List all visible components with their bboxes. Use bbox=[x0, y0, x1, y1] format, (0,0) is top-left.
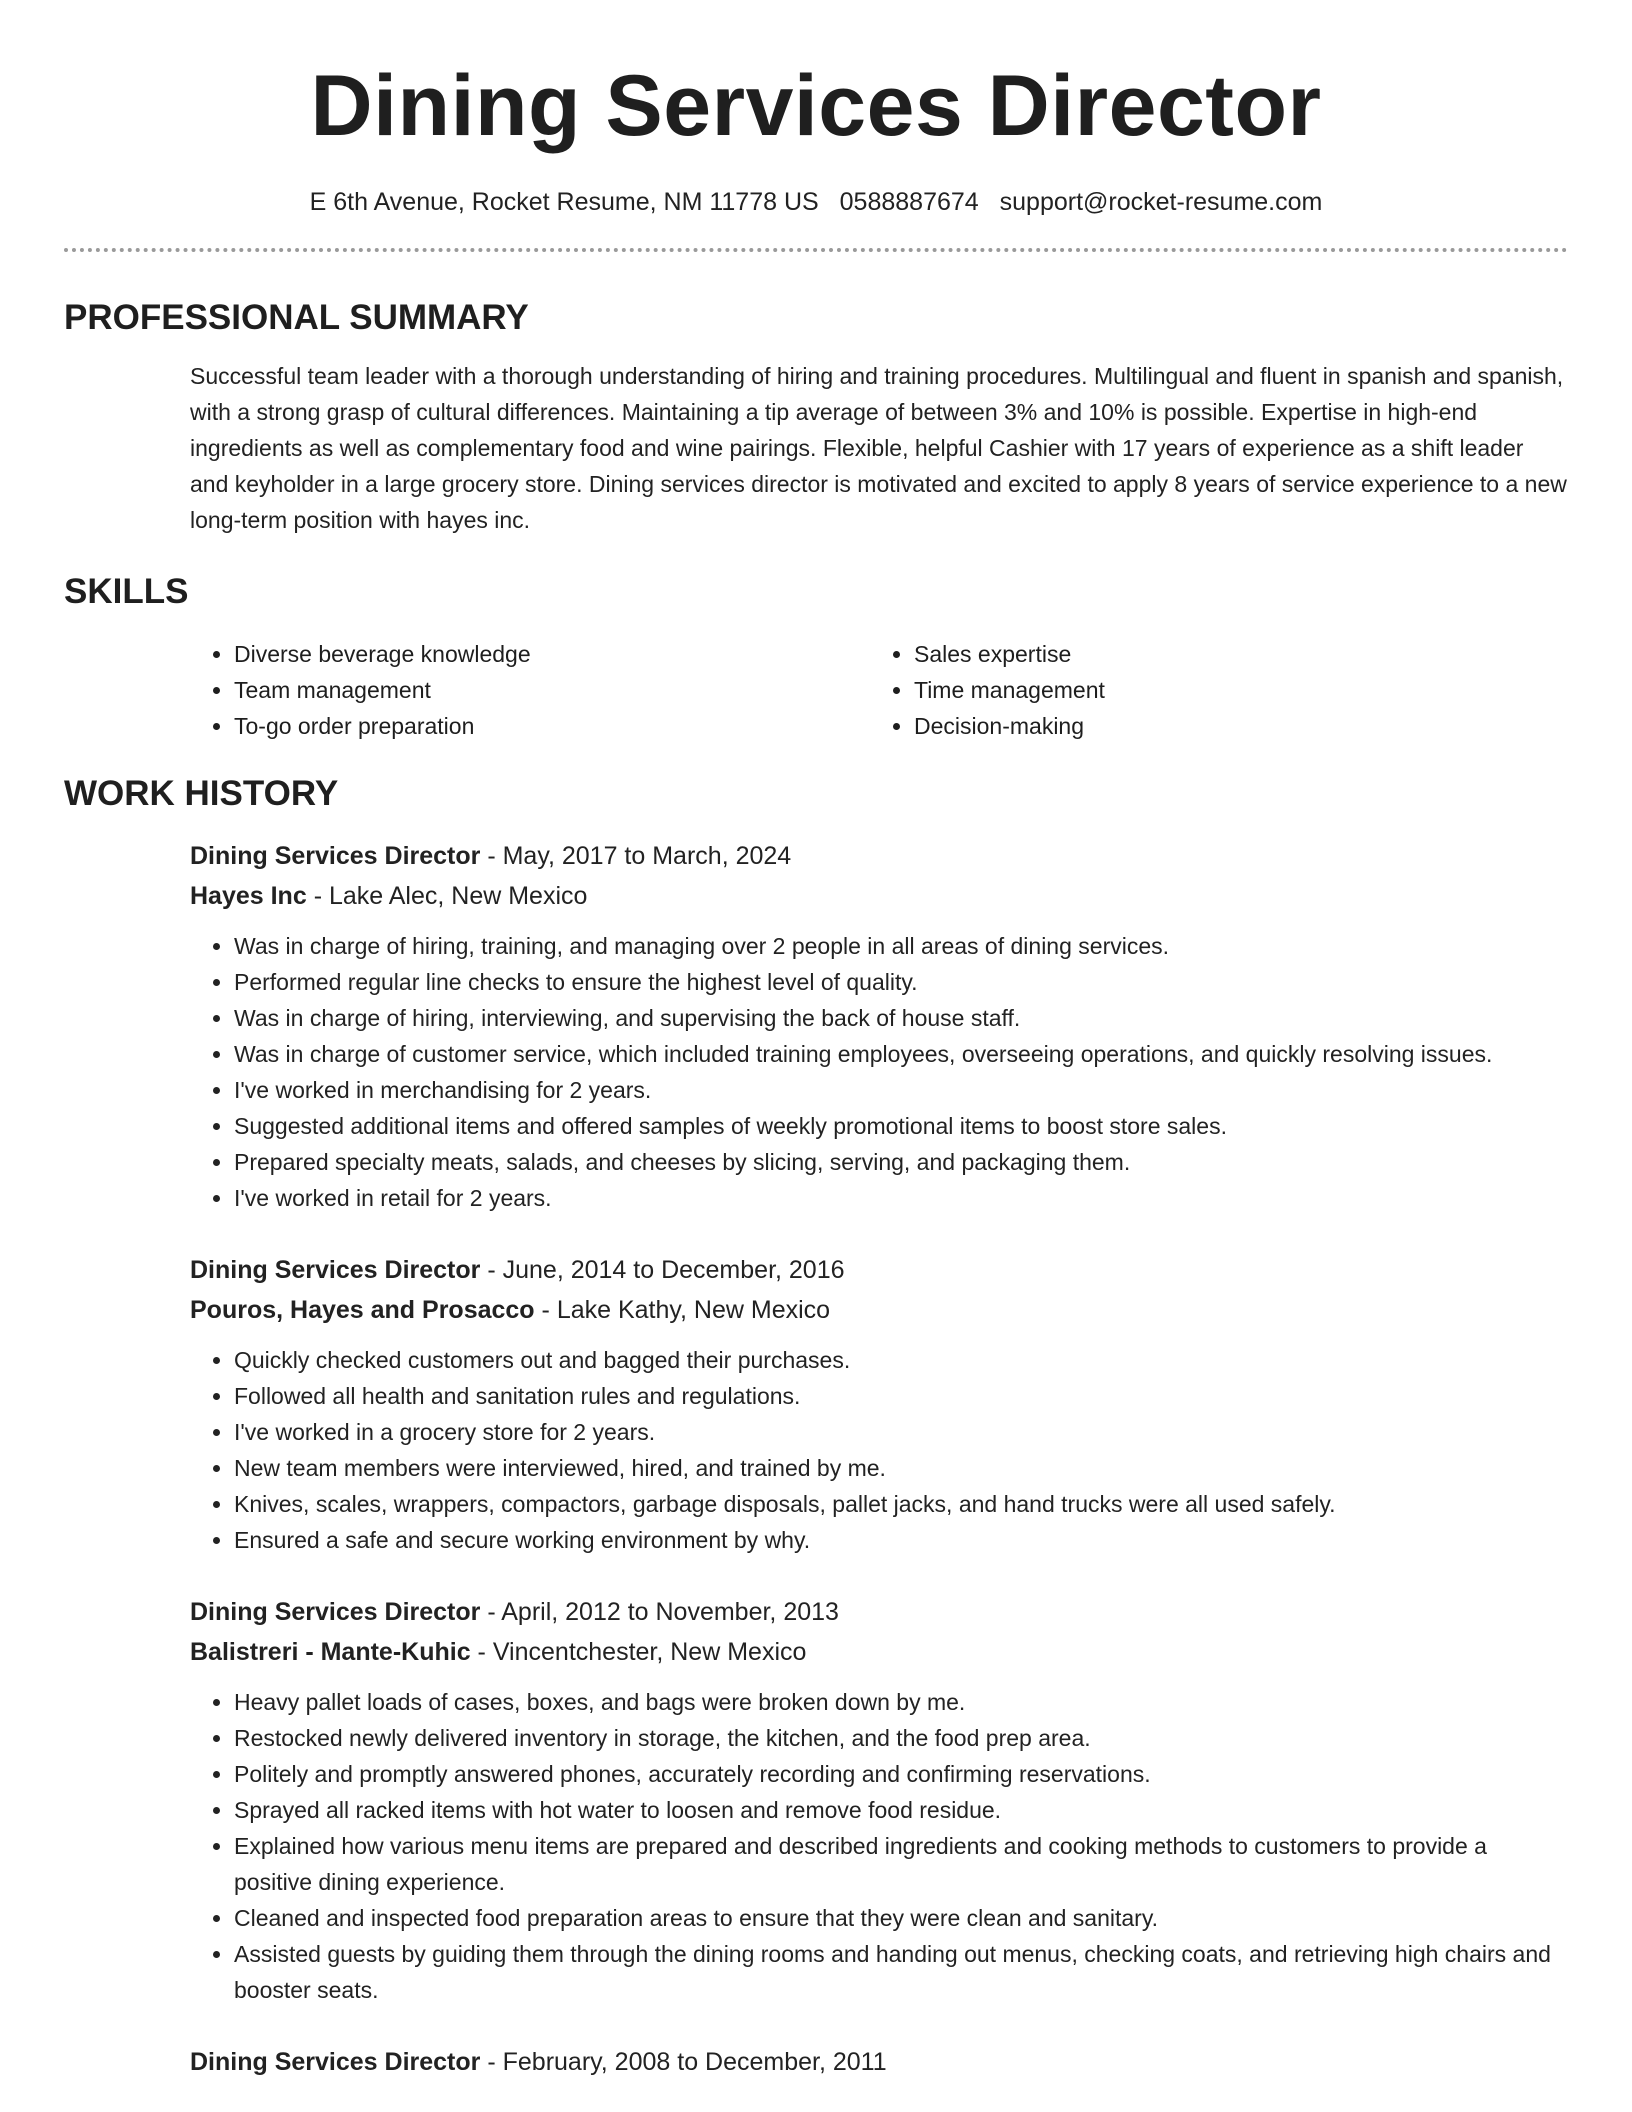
summary-heading: PROFESSIONAL SUMMARY bbox=[64, 298, 529, 337]
candidate-name: Dining Services Director bbox=[310, 58, 1322, 154]
job-bullet: • Followed all health and sanitation rules and regulations. bbox=[234, 1378, 1568, 1414]
job-role: Dining Services Director bbox=[190, 1256, 481, 1284]
job-bullet: • Knives, scales, wrappers, compactors, garbage disposals, pallet jacks, and hand trucks were all used safely. bbox=[234, 1486, 1568, 1522]
job-bullets bbox=[190, 1342, 1568, 1558]
skill-item: • To-go order preparation bbox=[234, 708, 870, 744]
job-role: Dining Services Director bbox=[190, 2048, 481, 2076]
job-bullet: • Was in charge of hiring, training, and managing over 2 people in all areas of dining services. bbox=[234, 928, 1568, 964]
job-role: Dining Services Director bbox=[190, 842, 481, 870]
job-bullet: • Suggested additional items and offered samples of weekly promotional items to boost store sales. bbox=[234, 1108, 1568, 1144]
work-history-section bbox=[64, 772, 1568, 2082]
job-bullet: • Heavy pallet loads of cases, boxes, and bags were broken down by me. bbox=[234, 1684, 1568, 1720]
skill-item: • Team management bbox=[234, 672, 870, 708]
job-bullet: • Performed regular line checks to ensure the highest level of quality. bbox=[234, 964, 1568, 1000]
job-entry bbox=[190, 836, 1568, 1216]
job-dates: April, 2012 to November, 2013 bbox=[501, 1598, 839, 1626]
skills-list-left bbox=[190, 636, 870, 744]
job-bullet: • Was in charge of customer service, which included training employees, overseeing operations, and quickly resolving issues. bbox=[234, 1036, 1568, 1072]
contact-email: support@rocket-resume.com bbox=[999, 188, 1323, 216]
job-bullet: • Ensured a safe and secure working environment by why. bbox=[234, 1522, 1568, 1558]
contact-phone: 0588887674 bbox=[839, 188, 979, 216]
job-bullet: • Politely and promptly answered phones, accurately recording and confirming reservations. bbox=[234, 1756, 1568, 1792]
job-dates: June, 2014 to December, 2016 bbox=[502, 1256, 845, 1284]
skill-item: • Decision-making bbox=[914, 708, 1105, 744]
job-bullets bbox=[190, 1684, 1568, 2008]
job-company-line: Pouros, Hayes and Prosacco - Lake Kathy, New Mexico bbox=[190, 1296, 831, 1324]
job-entry bbox=[190, 1250, 1568, 1558]
job-dates: May, 2017 to March, 2024 bbox=[502, 842, 792, 870]
job-location: Lake Alec, New Mexico bbox=[328, 882, 588, 910]
job-company: Pouros, Hayes and Prosacco bbox=[190, 1296, 535, 1324]
summary-section bbox=[64, 296, 1568, 538]
job-title-line: Dining Services Director - June, 2014 to December, 2016 bbox=[190, 1256, 845, 1284]
skill-item: • Time management bbox=[914, 672, 1105, 708]
job-entry bbox=[190, 1592, 1568, 2008]
job-company-line: Hayes Inc - Lake Alec, New Mexico bbox=[190, 882, 588, 910]
work-history-heading: WORK HISTORY bbox=[64, 774, 339, 813]
job-bullet: • New team members were interviewed, hired, and trained by me. bbox=[234, 1450, 1568, 1486]
job-title-line: Dining Services Director - April, 2012 to November, 2013 bbox=[190, 1598, 839, 1626]
job-dates: February, 2008 to December, 2011 bbox=[502, 2048, 887, 2076]
skills-list-right bbox=[870, 636, 1105, 744]
job-company: Balistreri - Mante-Kuhic bbox=[190, 1638, 471, 1666]
job-bullet: • I've worked in a grocery store for 2 years. bbox=[234, 1414, 1568, 1450]
job-title-line: Dining Services Director - February, 2008 to December, 2011 bbox=[190, 2048, 887, 2076]
job-bullet: • Restocked newly delivered inventory in storage, the kitchen, and the food prep area. bbox=[234, 1720, 1568, 1756]
skills-heading: SKILLS bbox=[64, 572, 189, 611]
job-bullet: • Cleaned and inspected food preparation areas to ensure that they were clean and sanitary. bbox=[234, 1900, 1568, 1936]
job-bullets bbox=[190, 928, 1568, 1216]
skill-item: • Sales expertise bbox=[914, 636, 1105, 672]
contact-line bbox=[64, 186, 1568, 218]
job-bullet: • I've worked in retail for 2 years. bbox=[234, 1180, 1568, 1216]
job-company-line: Balistreri - Mante-Kuhic - Vincentchester, New Mexico bbox=[190, 1638, 807, 1666]
job-bullet: • Prepared specialty meats, salads, and cheeses by slicing, serving, and packaging them. bbox=[234, 1144, 1568, 1180]
job-role: Dining Services Director bbox=[190, 1598, 481, 1626]
skills-section bbox=[64, 570, 1568, 744]
job-bullet: • Sprayed all racked items with hot water to loosen and remove food residue. bbox=[234, 1792, 1568, 1828]
contact-address: E 6th Avenue, Rocket Resume, NM 11778 US bbox=[309, 188, 819, 216]
job-bullet: • I've worked in merchandising for 2 years. bbox=[234, 1072, 1568, 1108]
job-bullet: • Was in charge of hiring, interviewing, and supervising the back of house staff. bbox=[234, 1000, 1568, 1036]
summary-text: Successful team leader with a thorough understanding of hiring and training procedures. Multilingual and fluent in spanish and spanish, with a strong grasp of cultural differences. Maintaining a tip average of between 3% and 10% is possible. Expertise in high-end ingredients as well as complementary food and wine pairings. Flexible, helpful Cashier with 17 years of experience as a shift leader and keyholder in a large grocery store. Dining services director is motivated and excited to apply 8 years of service experience to a new long-term position with hayes inc. bbox=[190, 363, 1567, 533]
skill-item: • Diverse beverage knowledge bbox=[234, 636, 870, 672]
job-bullet: • Assisted guests by guiding them through the dining rooms and handing out menus, checking coats, and retrieving high chairs and booster seats. bbox=[234, 1936, 1568, 2008]
job-location: Vincentchester, New Mexico bbox=[492, 1638, 807, 1666]
job-bullet: • Explained how various menu items are prepared and described ingredients and cooking methods to customers to provide a positive dining experience. bbox=[234, 1828, 1568, 1900]
job-location: Lake Kathy, New Mexico bbox=[556, 1296, 831, 1324]
job-entry bbox=[190, 2042, 1568, 2082]
job-company: Hayes Inc bbox=[190, 882, 307, 910]
job-bullet: • Quickly checked customers out and bagged their purchases. bbox=[234, 1342, 1568, 1378]
job-title-line: Dining Services Director - May, 2017 to March, 2024 bbox=[190, 842, 792, 870]
skills-columns bbox=[190, 636, 1568, 744]
header-divider bbox=[64, 248, 1568, 252]
